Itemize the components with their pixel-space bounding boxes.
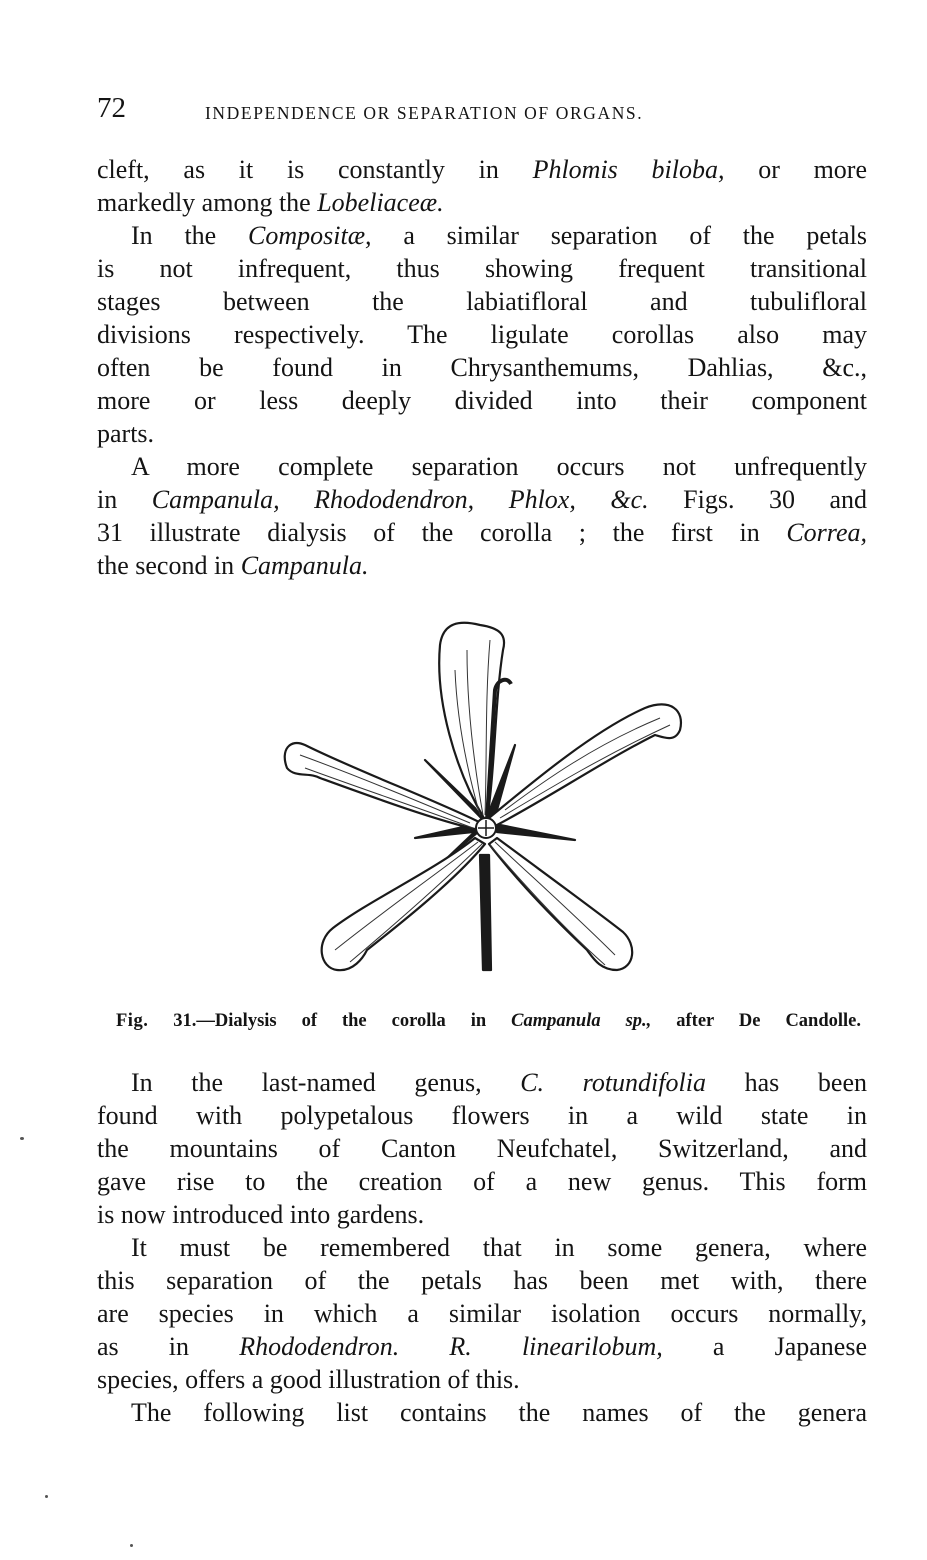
text-line: It must be remembered that in some genera, where [131, 1233, 867, 1262]
figure-caption: Fig. 31.—Dialysis of the corolla in Campanula sp., after De Candolle. [116, 1011, 862, 1031]
text-line: divisions respectively. The ligulate corollas also may [97, 320, 867, 349]
scan-speck [130, 1544, 133, 1547]
page-number: 72 [97, 92, 126, 124]
text-line: the second in Campanula. [97, 551, 369, 580]
text-line: often be found in Chrysanthemums, Dahlias, &c., [97, 353, 867, 382]
text-line: The following list contains the names of the genera [131, 1398, 867, 1427]
scan-speck [20, 1137, 24, 1140]
text-line: more or less deeply divided into their component [97, 386, 867, 415]
text-block-top [97, 153, 867, 582]
text-line: in Campanula, Rhododendron, Phlox, &c. Figs. 30 and [97, 485, 868, 514]
text-line: cleft, as it is constantly in Phlomis biloba, or more [97, 155, 867, 184]
scan-speck [45, 1495, 48, 1498]
campanula-flower-illustration [275, 610, 695, 980]
running-title: INDEPENDENCE OR SEPARATION OF ORGANS. [205, 103, 644, 123]
text-line: gave rise to the creation of a new genus. This form [97, 1167, 867, 1196]
stem [480, 855, 491, 970]
text-line: In the last-named genus, C. rotundifolia has been [131, 1068, 867, 1097]
text-line: found with polypetalous flowers in a wild state in [97, 1101, 867, 1130]
text-line: is now introduced into gardens. [97, 1200, 425, 1229]
text-block-bottom [97, 1066, 867, 1429]
petal [322, 838, 485, 970]
text-line: are species in which a similar isolation occurs normally, [97, 1299, 867, 1328]
text-line: as in Rhododendron. R. linearilobum, a Japanese [97, 1332, 868, 1361]
text-line: this separation of the petals has been met with, there [97, 1266, 867, 1295]
text-line: markedly among the Lobeliaceæ. [97, 188, 444, 217]
page-header [97, 92, 867, 132]
text-line: A more complete separation occurs not unfrequently [131, 452, 867, 481]
text-line: is not infrequent, thus showing frequent transitional [97, 254, 867, 283]
text-line: 31 illustrate dialysis of the corolla ; the first in Correa, [97, 518, 867, 547]
text-line: In the Compositæ, a similar separation of the petals [131, 221, 867, 250]
text-line: stages between the labiatifloral and tubulifloral [97, 287, 867, 316]
text-line: species, offers a good illustration of this. [97, 1365, 520, 1394]
text-line: the mountains of Canton Neufchatel, Switzerland, and [97, 1134, 867, 1163]
text-line: parts. [97, 419, 155, 448]
